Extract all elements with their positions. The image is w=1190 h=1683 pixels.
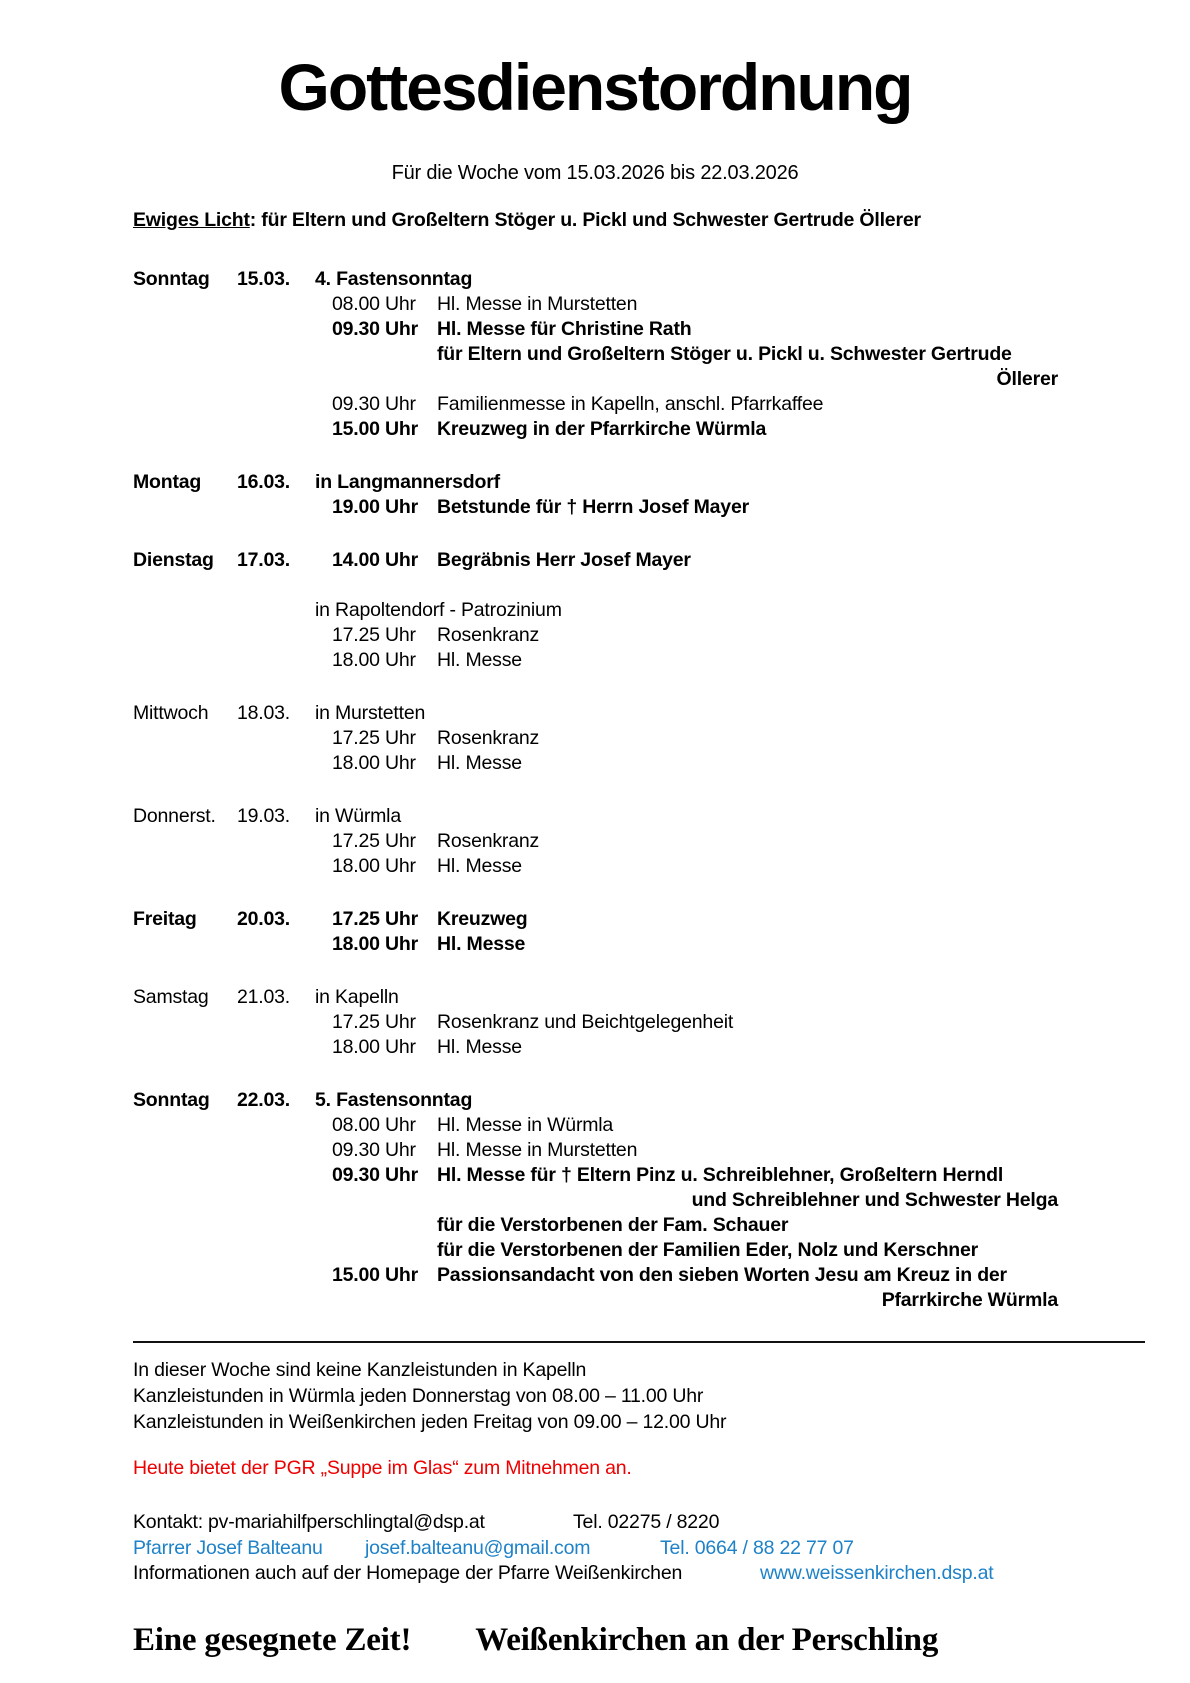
day-label xyxy=(133,317,237,342)
schedule-row xyxy=(133,1163,1058,1188)
event-text: Hl. Messe xyxy=(437,855,522,877)
schedule-row xyxy=(133,1288,1058,1313)
event-text: Passionsandacht von den sieben Worten Jesu am Kreuz in der xyxy=(437,1264,1007,1286)
time-label: 18.00 Uhr xyxy=(332,1036,416,1058)
schedule-row xyxy=(133,932,1058,957)
day-label: Donnerst. xyxy=(133,805,216,827)
entry-header-text: in Kapelln xyxy=(315,986,399,1008)
event-text: Hl. Messe in Würmla xyxy=(437,1114,614,1136)
event-text: Kreuzweg xyxy=(437,908,528,930)
event-text: für Eltern und Großeltern Stöger u. Pickl u. Schwester Gertrude xyxy=(437,343,1012,365)
time-label: 18.00 Uhr xyxy=(332,933,418,955)
event-text: Rosenkranz und Beichtgelegenheit xyxy=(437,1011,734,1033)
date-label xyxy=(237,1188,315,1213)
day-block xyxy=(133,548,1058,673)
time-label: 18.00 Uhr xyxy=(332,855,416,877)
schedule-row xyxy=(133,598,1058,623)
entry-content xyxy=(315,751,1075,776)
day-block xyxy=(133,985,1058,1060)
day-label xyxy=(133,573,237,598)
time-label: 19.00 Uhr xyxy=(332,496,418,518)
closing-parish-name: Weißenkirchen an der Perschling xyxy=(475,1621,939,1658)
entry-header-text: in Langmannersdorf xyxy=(315,471,500,493)
entry-content xyxy=(315,1163,1075,1188)
day-label xyxy=(133,1188,237,1213)
entry-content xyxy=(315,829,1075,854)
schedule-row xyxy=(133,1263,1058,1288)
schedule-row xyxy=(133,726,1058,751)
notice-red-text: Heute bietet der PGR „Suppe im Glas“ zum Mitnehmen an. xyxy=(133,1457,632,1479)
event-text: Pfarrkirche Würmla xyxy=(881,1289,1058,1311)
entry-header-text: in Murstetten xyxy=(315,702,426,724)
office-hours-section xyxy=(133,1357,1190,1435)
day-label xyxy=(133,1035,237,1060)
day-label xyxy=(133,1213,237,1238)
homepage-text: Informationen auch auf der Homepage der Pfarre Weißenkirchen xyxy=(133,1562,683,1584)
time-label: 17.25 Uhr xyxy=(332,830,416,852)
week-range: Für die Woche vom 15.03.2026 bis 22.03.2026 xyxy=(391,162,799,184)
event-text: Öllerer xyxy=(996,368,1058,390)
time-label: 14.00 Uhr xyxy=(332,549,418,571)
entry-header-text: in Rapoltendorf - Patrozinium xyxy=(315,599,562,621)
day-label xyxy=(133,1113,237,1138)
date-label xyxy=(237,932,315,957)
schedule-row xyxy=(133,292,1058,317)
day-block xyxy=(133,1088,1058,1313)
date-label xyxy=(237,726,315,751)
entry-header-text: in Würmla xyxy=(315,805,401,827)
date-label xyxy=(237,417,315,442)
day-label xyxy=(133,342,237,367)
day-label xyxy=(133,1163,237,1188)
event-text: Hl. Messe xyxy=(437,933,526,955)
time-label: 17.25 Uhr xyxy=(332,624,416,646)
closing-line xyxy=(133,1620,1190,1660)
entry-content xyxy=(315,1263,1075,1288)
schedule-table xyxy=(133,267,1058,1313)
day-label: Sonntag xyxy=(133,1089,210,1111)
schedule-row xyxy=(133,495,1058,520)
ewiges-licht-label: Ewiges Licht xyxy=(133,209,250,231)
entry-content xyxy=(315,623,1075,648)
schedule-row xyxy=(133,317,1058,342)
date-label xyxy=(237,1238,315,1263)
day-label xyxy=(133,417,237,442)
event-text: Rosenkranz xyxy=(437,830,540,852)
event-text: Hl. Messe für † Eltern Pinz u. Schreiblehner, Großeltern Herndl xyxy=(437,1164,1004,1186)
time-label: 15.00 Uhr xyxy=(332,418,418,440)
contact-line-pfarrer xyxy=(133,1536,1190,1562)
date-label xyxy=(237,495,315,520)
entry-content xyxy=(315,1010,1075,1035)
event-text: Hl. Messe in Murstetten xyxy=(437,293,638,315)
day-label xyxy=(133,1138,237,1163)
entry-content xyxy=(315,548,1075,573)
schedule-row xyxy=(133,342,1058,367)
ewiges-licht-text: : für Eltern und Großeltern Stöger u. Pickl und Schwester Gertrude Öllerer xyxy=(249,209,921,231)
date-label xyxy=(237,623,315,648)
day-label: Freitag xyxy=(133,908,197,930)
schedule-row xyxy=(133,985,1058,1010)
entry-header-text: 5. Fastensonntag xyxy=(315,1089,473,1111)
pfarrer-name: Pfarrer Josef Balteanu xyxy=(133,1536,323,1559)
date-label xyxy=(237,1035,315,1060)
date-label: 21.03. xyxy=(237,986,291,1008)
entry-content xyxy=(315,726,1075,751)
parish-email: pv-mariahilfperschlingtal@dsp.at xyxy=(208,1511,485,1533)
schedule-row xyxy=(133,1213,1058,1238)
schedule-row xyxy=(133,548,1058,573)
event-text: Hl. Messe xyxy=(437,752,522,774)
date-label xyxy=(237,1138,315,1163)
date-label xyxy=(237,1113,315,1138)
entry-content xyxy=(315,573,1058,598)
schedule-row xyxy=(133,751,1058,776)
office-hours-line: Kanzleistunden in Weißenkirchen jeden Freitag von 09.00 – 12.00 Uhr xyxy=(133,1411,727,1433)
day-label xyxy=(133,623,237,648)
day-label xyxy=(133,648,237,673)
time-label: 08.00 Uhr xyxy=(332,293,416,315)
entry-content xyxy=(315,495,1075,520)
parish-phone: Tel. 02275 / 8220 xyxy=(573,1511,720,1533)
event-text: Hl. Messe xyxy=(437,1036,522,1058)
time-label: 08.00 Uhr xyxy=(332,1114,416,1136)
date-label: 18.03. xyxy=(237,702,291,724)
day-label: Montag xyxy=(133,471,202,493)
homepage-link[interactable]: www.weissenkirchen.dsp.at xyxy=(760,1562,994,1584)
schedule-row xyxy=(133,470,1058,495)
day-label: Dienstag xyxy=(133,549,214,571)
closing-greeting: Eine gesegnete Zeit! xyxy=(133,1621,412,1658)
time-label: 18.00 Uhr xyxy=(332,752,416,774)
day-label xyxy=(133,854,237,879)
date-label xyxy=(237,1288,315,1313)
entry-content xyxy=(315,1138,1075,1163)
date-label: 15.03. xyxy=(237,268,291,290)
day-label xyxy=(133,726,237,751)
time-label: 09.30 Uhr xyxy=(332,1164,418,1186)
day-block xyxy=(133,470,1058,520)
event-text: für die Verstorbenen der Fam. Schauer xyxy=(437,1214,789,1236)
contact-label: Kontakt: xyxy=(133,1511,203,1533)
day-block xyxy=(133,701,1058,776)
event-text: Hl. Messe in Murstetten xyxy=(437,1139,638,1161)
entry-content xyxy=(315,648,1075,673)
pfarrer-phone: Tel. 0664 / 88 22 77 07 xyxy=(660,1536,854,1559)
schedule-row xyxy=(133,623,1058,648)
pfarrer-email-link[interactable]: josef.balteanu@gmail.com xyxy=(365,1536,591,1559)
day-label xyxy=(133,292,237,317)
entry-content xyxy=(315,317,1075,342)
date-label xyxy=(237,1213,315,1238)
day-label xyxy=(133,367,237,392)
schedule-row xyxy=(133,1010,1058,1035)
schedule-row xyxy=(133,804,1058,829)
schedule-row xyxy=(133,267,1058,292)
entry-content xyxy=(315,417,1075,442)
event-text: Rosenkranz xyxy=(437,727,540,749)
day-label xyxy=(133,829,237,854)
date-label xyxy=(237,751,315,776)
entry-content xyxy=(315,932,1075,957)
entry-content xyxy=(315,1035,1075,1060)
contact-line-homepage xyxy=(133,1561,1190,1587)
entry-content xyxy=(315,392,1075,417)
day-block xyxy=(133,907,1058,957)
time-label: 15.00 Uhr xyxy=(332,1264,418,1286)
date-label xyxy=(237,854,315,879)
contact-section xyxy=(133,1510,1190,1587)
schedule-row xyxy=(133,1035,1058,1060)
day-label xyxy=(133,751,237,776)
event-text: Betstunde für † Herrn Josef Mayer xyxy=(437,496,749,518)
day-label xyxy=(133,1263,237,1288)
day-label xyxy=(133,392,237,417)
date-label xyxy=(237,392,315,417)
schedule-row xyxy=(133,1138,1058,1163)
date-label: 19.03. xyxy=(237,805,291,827)
day-label xyxy=(133,598,237,623)
entry-content xyxy=(315,907,1075,932)
day-label xyxy=(133,932,237,957)
office-hours-line: Kanzleistunden in Würmla jeden Donnerstag von 08.00 – 11.00 Uhr xyxy=(133,1385,704,1407)
entry-content xyxy=(315,292,1075,317)
event-text: für die Verstorbenen der Familien Eder, Nolz und Kerschner xyxy=(437,1239,979,1261)
schedule-row xyxy=(133,1088,1058,1113)
entry-content xyxy=(315,854,1075,879)
time-label: 17.25 Uhr xyxy=(332,1011,416,1033)
event-text: Begräbnis Herr Josef Mayer xyxy=(437,549,691,571)
page-title: Gottesdienstordnung xyxy=(278,50,912,124)
schedule-row xyxy=(133,367,1058,392)
day-label xyxy=(133,495,237,520)
date-label xyxy=(237,342,315,367)
time-label: 17.25 Uhr xyxy=(332,908,418,930)
day-label xyxy=(133,1288,237,1313)
event-text: Hl. Messe xyxy=(437,649,522,671)
time-label: 17.25 Uhr xyxy=(332,727,416,749)
office-hours-line: In dieser Woche sind keine Kanzleistunden in Kapelln xyxy=(133,1359,587,1381)
schedule-row xyxy=(133,829,1058,854)
date-label: 20.03. xyxy=(237,908,291,930)
date-label xyxy=(237,829,315,854)
contact-line-parish xyxy=(133,1510,1190,1536)
schedule-row xyxy=(133,417,1058,442)
day-label xyxy=(133,1010,237,1035)
entry-content xyxy=(315,1113,1075,1138)
schedule-row xyxy=(133,907,1058,932)
day-label: Sonntag xyxy=(133,268,210,290)
day-block xyxy=(133,267,1058,442)
schedule-row xyxy=(133,1238,1058,1263)
time-label: 09.30 Uhr xyxy=(332,318,418,340)
event-text: Hl. Messe für Christine Rath xyxy=(437,318,692,340)
date-label: 16.03. xyxy=(237,471,291,493)
event-text: Rosenkranz xyxy=(437,624,540,646)
event-text: Kreuzweg in der Pfarrkirche Würmla xyxy=(437,418,767,440)
date-label xyxy=(237,1163,315,1188)
ewiges-licht-line xyxy=(133,208,1190,233)
date-label xyxy=(237,598,315,623)
day-label: Samstag xyxy=(133,986,209,1008)
divider-line xyxy=(133,1341,1145,1343)
schedule-row xyxy=(133,1188,1058,1213)
time-label: 09.30 Uhr xyxy=(332,393,416,415)
date-label xyxy=(237,292,315,317)
date-label xyxy=(237,1263,315,1288)
time-label: 09.30 Uhr xyxy=(332,1139,416,1161)
date-label: 22.03. xyxy=(237,1089,291,1111)
day-label xyxy=(133,1238,237,1263)
date-label xyxy=(237,1010,315,1035)
schedule-row xyxy=(133,648,1058,673)
schedule-row xyxy=(133,392,1058,417)
schedule-row xyxy=(133,1113,1058,1138)
schedule-row xyxy=(133,573,1058,598)
date-label xyxy=(237,317,315,342)
entry-header-text: 4. Fastensonntag xyxy=(315,268,473,290)
schedule-row xyxy=(133,701,1058,726)
time-label: 18.00 Uhr xyxy=(332,649,416,671)
event-text: und Schreiblehner und Schwester Helga xyxy=(691,1189,1058,1211)
date-label xyxy=(237,573,315,598)
date-label: 17.03. xyxy=(237,549,291,571)
day-label: Mittwoch xyxy=(133,702,209,724)
schedule-row xyxy=(133,854,1058,879)
date-label xyxy=(237,648,315,673)
event-text: Familienmesse in Kapelln, anschl. Pfarrkaffee xyxy=(437,393,824,415)
day-block xyxy=(133,804,1058,879)
date-label xyxy=(237,367,315,392)
